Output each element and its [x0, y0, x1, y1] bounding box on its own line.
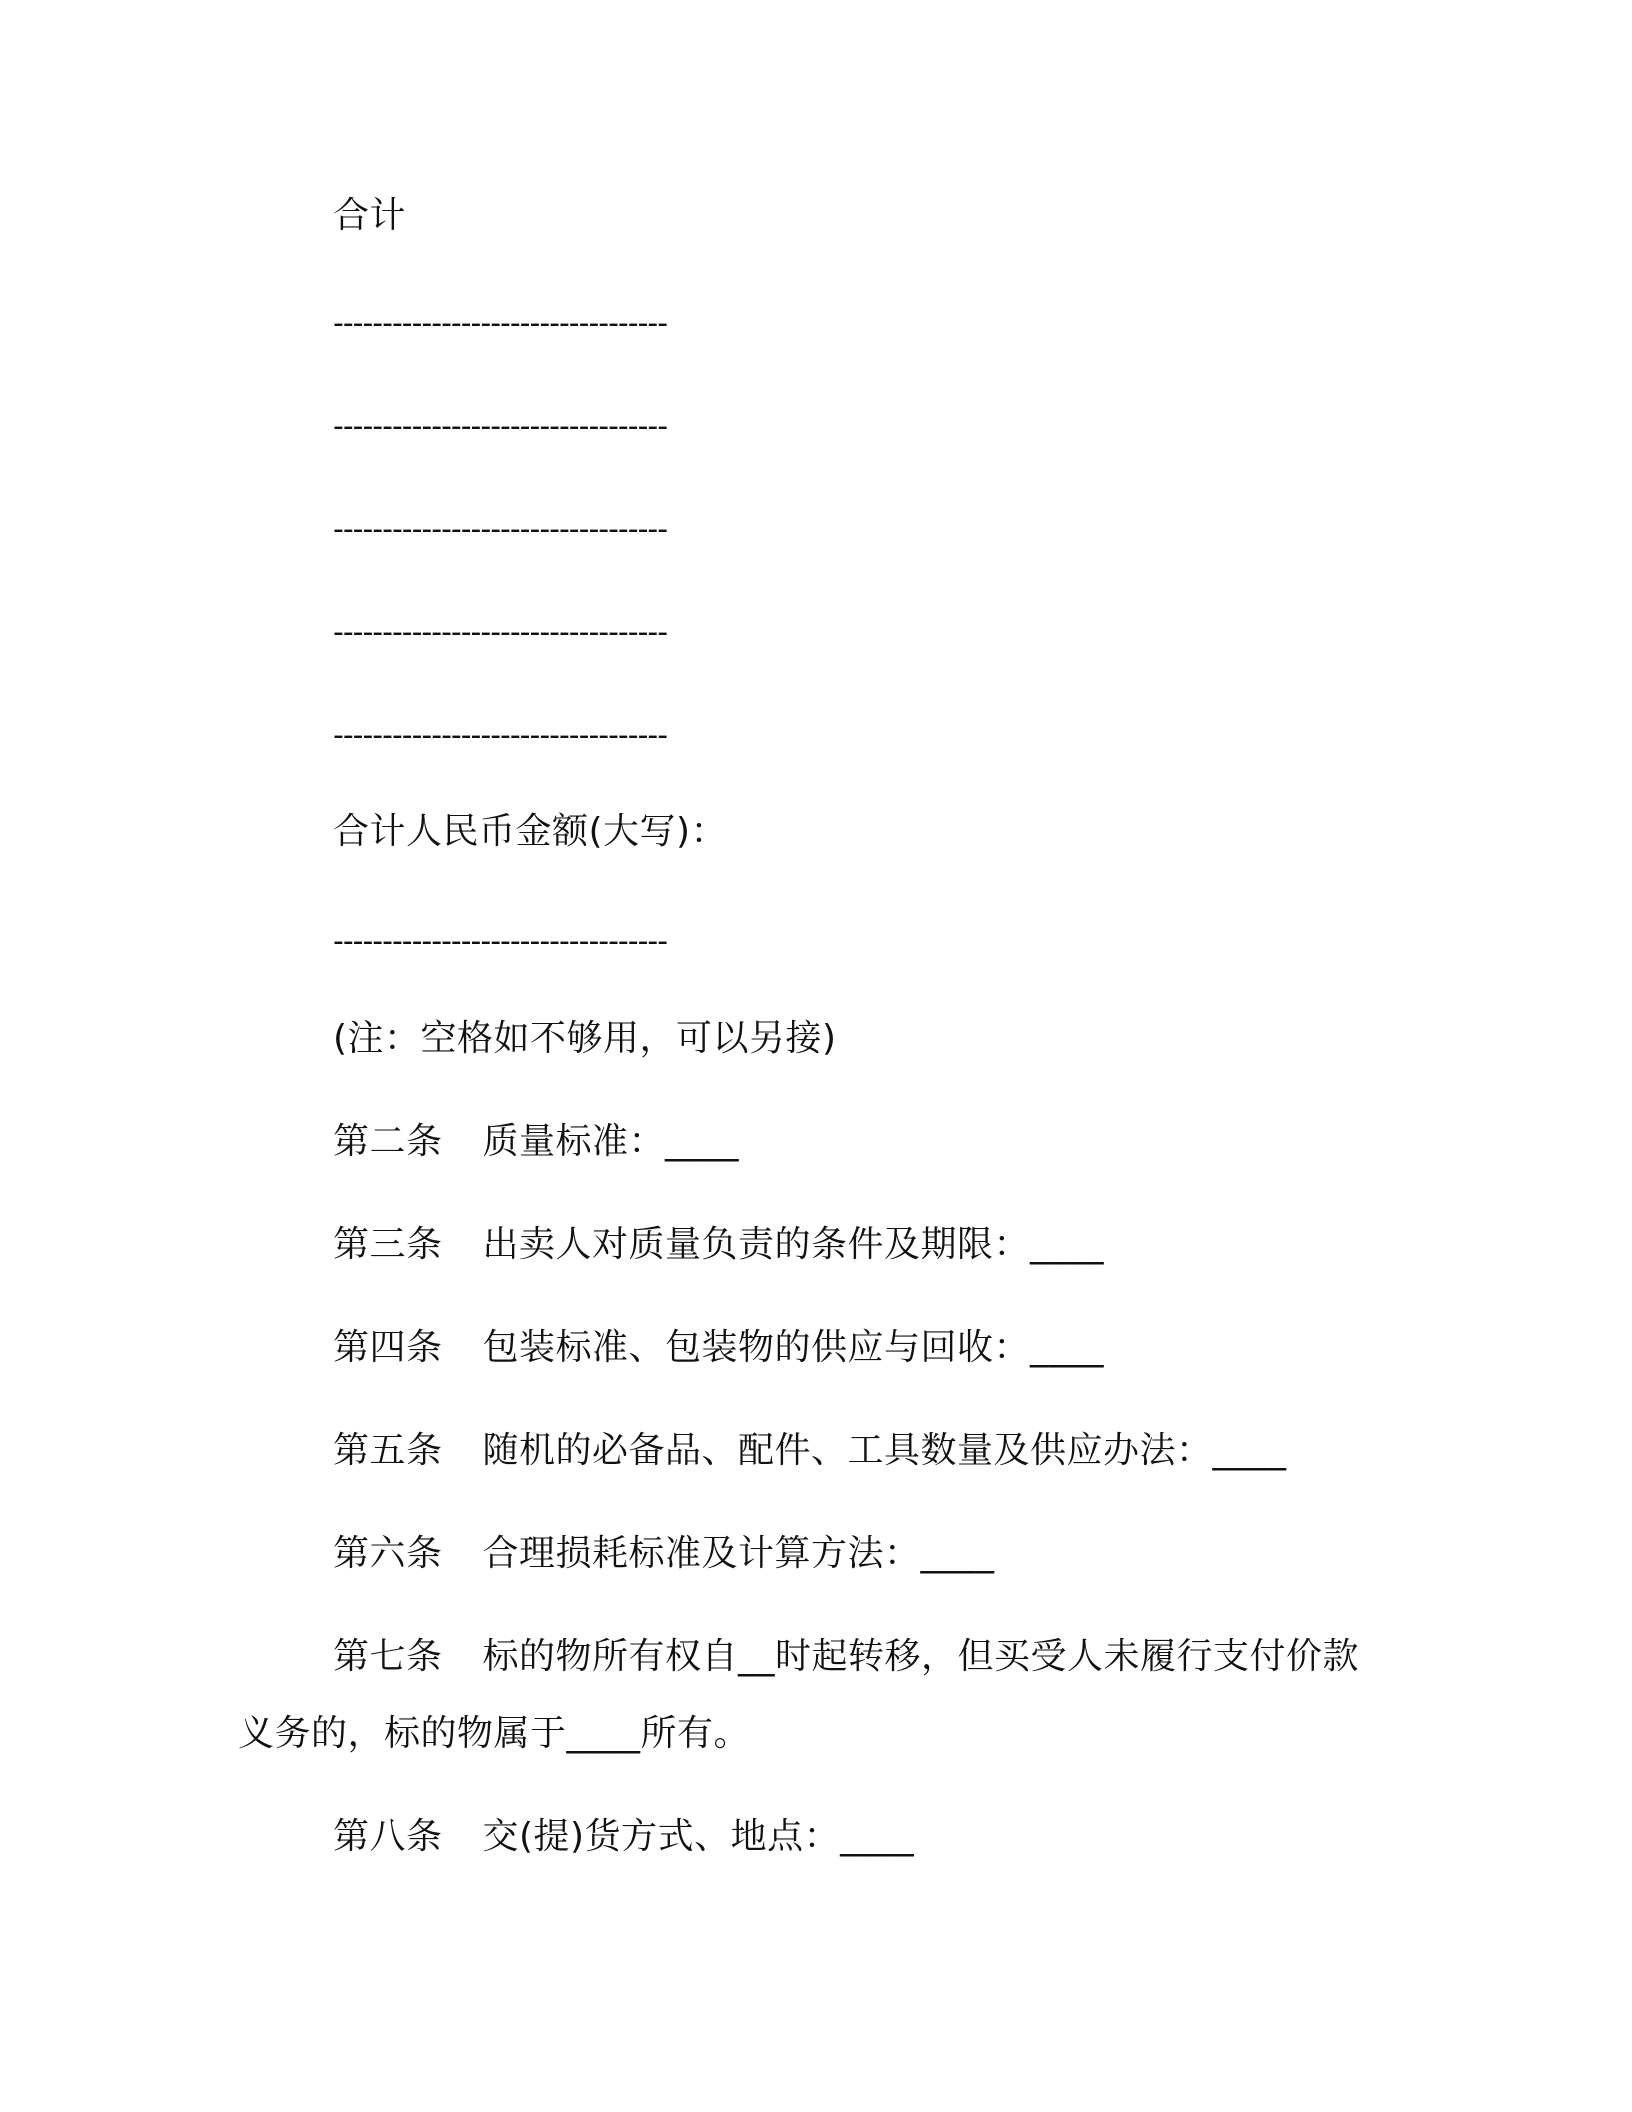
article-4	[333, 1326, 1104, 1370]
article-number: 第八条	[333, 1816, 443, 1857]
total-label: 合计	[333, 195, 407, 236]
separator-line: ----------------------------------	[333, 924, 668, 959]
article-8	[333, 1815, 914, 1859]
article-text: 标的物所有权自__时起转移，但买受人未履行支付价款	[482, 1636, 1360, 1677]
article-number: 第五条	[333, 1430, 443, 1471]
article-number: 第二条	[333, 1121, 443, 1162]
article-7-continuation: 义务的，标的物属于____所有。	[238, 1713, 751, 1754]
article-number: 第四条	[333, 1327, 443, 1368]
article-6	[333, 1532, 995, 1576]
article-7	[333, 1635, 1359, 1679]
article-3	[333, 1223, 1104, 1267]
note-text: (注：空格如不够用，可以另接)	[333, 1018, 837, 1059]
article-text: 质量标准：____	[482, 1121, 740, 1162]
article-2	[333, 1120, 739, 1164]
separator-line: ----------------------------------	[333, 718, 668, 753]
separator-line: ----------------------------------	[333, 615, 668, 650]
article-5	[333, 1429, 1287, 1473]
article-number: 第三条	[333, 1224, 443, 1265]
article-text: 随机的必备品、配件、工具数量及供应办法：____	[482, 1430, 1287, 1471]
total-rmb-label: 合计人民币金额(大写)：	[333, 811, 728, 852]
article-text: 交(提)货方式、地点：____	[482, 1816, 915, 1857]
separator-line: ----------------------------------	[333, 409, 668, 444]
article-text: 出卖人对质量负责的条件及期限：____	[482, 1224, 1105, 1265]
separator-line: ----------------------------------	[333, 306, 668, 341]
article-number: 第七条	[333, 1636, 443, 1677]
article-number: 第六条	[333, 1533, 443, 1574]
article-text: 包装标准、包装物的供应与回收：____	[482, 1327, 1105, 1368]
separator-line: ----------------------------------	[333, 512, 668, 547]
article-text: 合理损耗标准及计算方法：____	[482, 1533, 995, 1574]
